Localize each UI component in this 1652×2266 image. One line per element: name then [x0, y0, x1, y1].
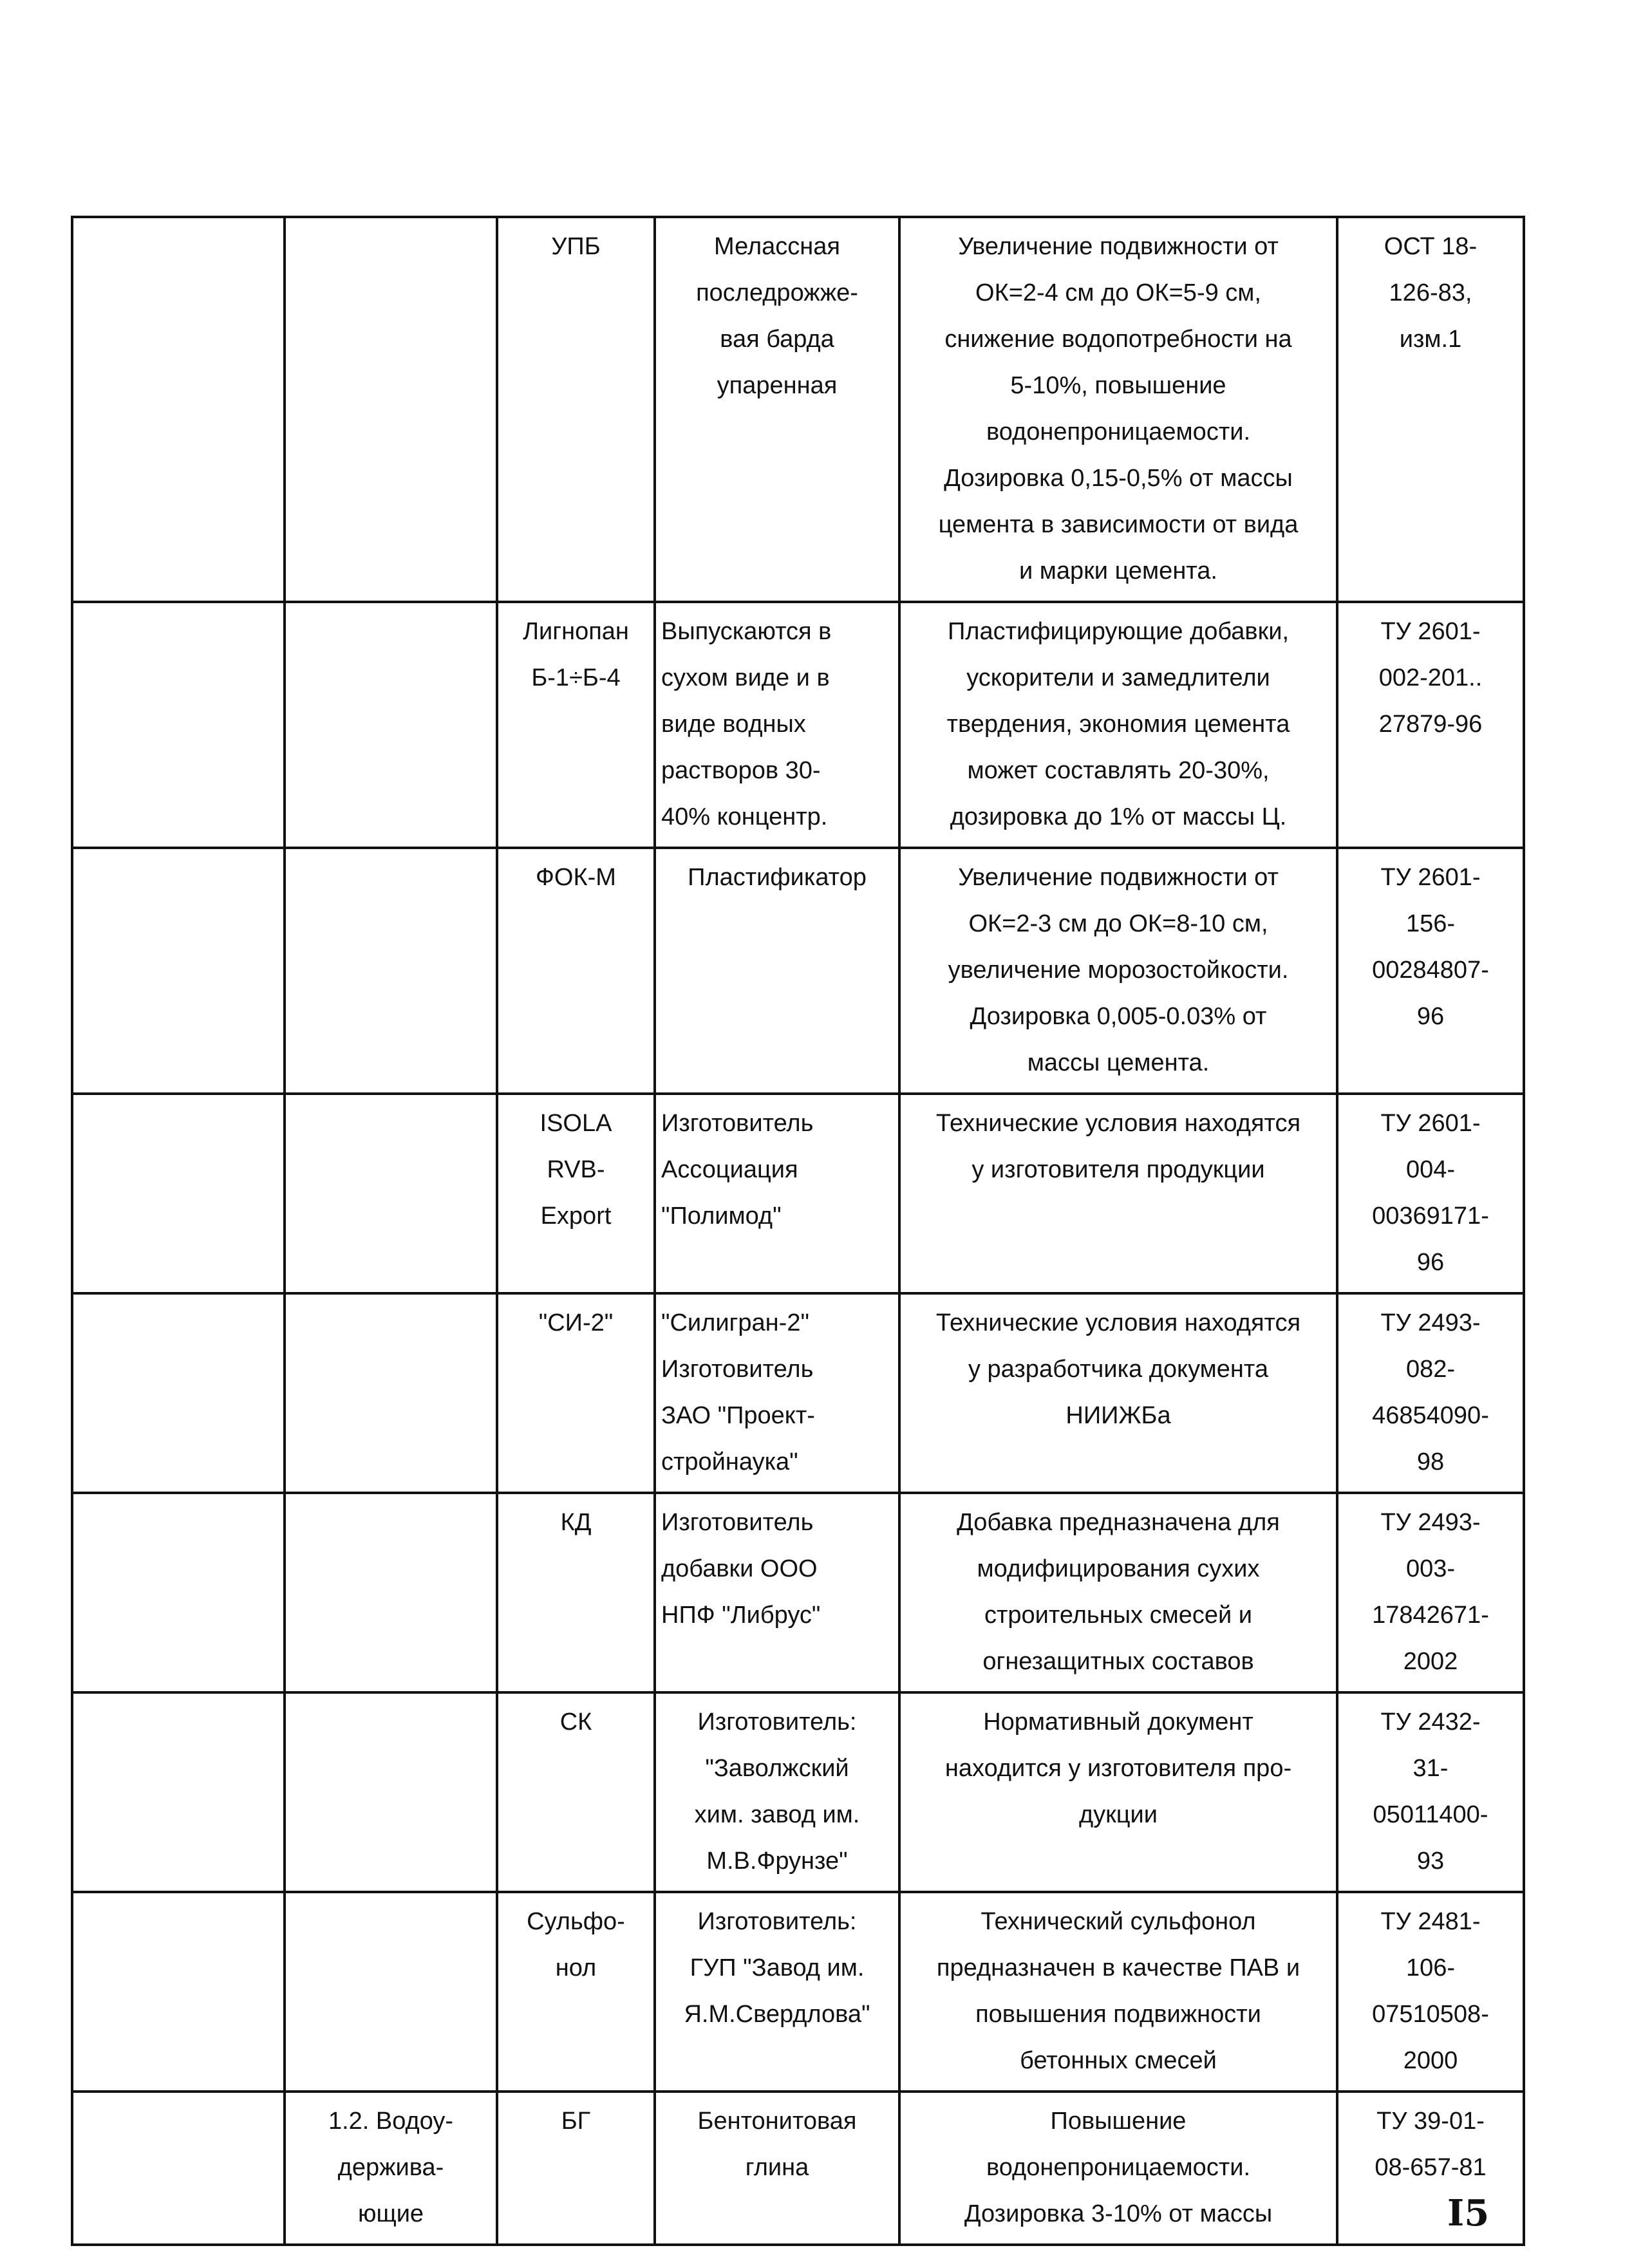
- cell-group: [285, 848, 497, 1094]
- cell-blank: [72, 602, 285, 848]
- table-row-sk: [72, 1692, 1524, 1892]
- cell-name: Изготовитель: "Заволжский хим. завод им. М.В.Фрунзе": [655, 1692, 899, 1892]
- cell-group: [285, 1094, 497, 1293]
- cell-group: [285, 217, 497, 602]
- cell-standard: ТУ 2493- 082- 46854090- 98: [1337, 1293, 1524, 1493]
- cell-description: Повышение водонепроницаемости. Дозировка 3-10% от массы: [899, 2092, 1337, 2245]
- cell-standard: ТУ 2601- 002-201.. 27879-96: [1337, 602, 1524, 848]
- table-row-fok-m: [72, 848, 1524, 1094]
- table-row-kd: [72, 1493, 1524, 1692]
- cell-standard: ТУ 39-01- 08-657-81: [1337, 2092, 1524, 2245]
- cell-group: 1.2. Водоу- держива- ющие: [285, 2092, 497, 2245]
- cell-code: КД: [497, 1493, 655, 1692]
- cell-group: [285, 1892, 497, 2092]
- cell-standard: ТУ 2481- 106- 07510508- 2000: [1337, 1892, 1524, 2092]
- cell-description: Технические условия находятся у изготовителя продукции: [899, 1094, 1337, 1293]
- cell-code: Лигнопан Б-1÷Б-4: [497, 602, 655, 848]
- cell-standard: ТУ 2601- 156- 00284807- 96: [1337, 848, 1524, 1094]
- cell-blank: [72, 1293, 285, 1493]
- table-row-bg: [72, 2092, 1524, 2245]
- cell-code: УПБ: [497, 217, 655, 602]
- cell-code: СК: [497, 1692, 655, 1892]
- cell-blank: [72, 1493, 285, 1692]
- cell-standard: ТУ 2432- 31- 05011400- 93: [1337, 1692, 1524, 1892]
- cell-code: Сульфо- нол: [497, 1892, 655, 2092]
- cell-description: Технический сульфонол предназначен в качестве ПАВ и повышения подвижности бетонных смесей: [899, 1892, 1337, 2092]
- cell-description: Нормативный документ находится у изготовителя про- дукции: [899, 1692, 1337, 1892]
- cell-blank: [72, 217, 285, 602]
- cell-standard: ТУ 2493- 003- 17842671- 2002: [1337, 1493, 1524, 1692]
- cell-name: Пластификатор: [655, 848, 899, 1094]
- cell-blank: [72, 1892, 285, 2092]
- cell-code: ISOLA RVB- Export: [497, 1094, 655, 1293]
- table-row-upb: [72, 217, 1524, 602]
- cell-name: Изготовитель Ассоциация "Полимод": [655, 1094, 899, 1293]
- cell-code: "СИ-2": [497, 1293, 655, 1493]
- cell-code: ФОК-М: [497, 848, 655, 1094]
- table-row-sulfonol: [72, 1892, 1524, 2092]
- cell-description: Добавка предназначена для модифицирования сухих строительных смесей и огнезащитных составов: [899, 1493, 1337, 1692]
- cell-name: Изготовитель добавки ООО НПФ "Либрус": [655, 1493, 899, 1692]
- cell-name: Изготовитель: ГУП "Завод им. Я.М.Свердлова": [655, 1892, 899, 2092]
- page-number: I5: [1447, 2192, 1490, 2234]
- table-row-isola: [72, 1094, 1524, 1293]
- cell-standard: ОСТ 18- 126-83, изм.1: [1337, 217, 1524, 602]
- cell-description: Увеличение подвижности от ОК=2-3 см до ОК=8-10 см, увеличение морозостойкости. Дозировка 0,005-0.03% от массы цемента.: [899, 848, 1337, 1094]
- cell-name: "Силигран-2" Изготовитель ЗАО "Проект- стройнаука": [655, 1293, 899, 1493]
- cell-blank: [72, 1094, 285, 1293]
- cell-group: [285, 602, 497, 848]
- cell-standard: ТУ 2601- 004- 00369171- 96: [1337, 1094, 1524, 1293]
- cell-group: [285, 1293, 497, 1493]
- cell-blank: [72, 848, 285, 1094]
- cell-blank: [72, 2092, 285, 2245]
- cell-blank: [72, 1692, 285, 1892]
- cell-description: Пластифицирующие добавки, ускорители и замедлители твердения, экономия цемента может составлять 20-30%, дозировка до 1% от массы Ц.: [899, 602, 1337, 848]
- cell-name: Бентонитовая глина: [655, 2092, 899, 2245]
- cell-description: Увеличение подвижности от ОК=2-4 см до ОК=5-9 см, снижение водопотребности на 5-10%, повышение водонепроницаемости. Дозировка 0,15-0,5% от массы цемента в зависимости от вида и марки цемента.: [899, 217, 1337, 602]
- cell-group: [285, 1692, 497, 1892]
- cell-description: Технические условия находятся у разработчика документа НИИЖБа: [899, 1293, 1337, 1493]
- cell-group: [285, 1493, 497, 1692]
- table-row-lignopan: [72, 602, 1524, 848]
- additives-table: [71, 216, 1525, 2246]
- cell-code: БГ: [497, 2092, 655, 2245]
- cell-name: Мелассная последрожже- вая барда упаренная: [655, 217, 899, 602]
- table-row-si-2: [72, 1293, 1524, 1493]
- cell-name: Выпускаются в сухом виде и в виде водных растворов 30- 40% концентр.: [655, 602, 899, 848]
